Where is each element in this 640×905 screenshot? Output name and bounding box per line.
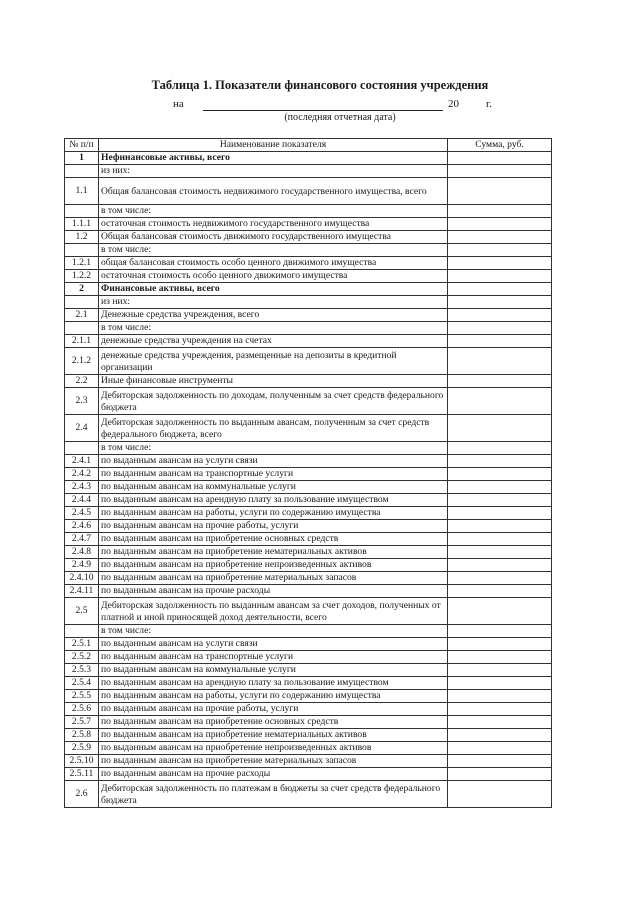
- row-indicator-name: в том числе:: [99, 244, 448, 257]
- row-number: 1: [65, 152, 99, 165]
- row-sum-cell: [448, 348, 552, 375]
- row-indicator-name: по выданным авансам на арендную плату за пользование имуществом: [99, 494, 448, 507]
- row-sum-cell: [448, 442, 552, 455]
- date-blank-line: [203, 110, 443, 111]
- row-indicator-name: по выданным авансам на арендную плату за пользование имуществом: [99, 677, 448, 690]
- table-row: [65, 481, 552, 494]
- table-row: [65, 664, 552, 677]
- row-indicator-name: в том числе:: [99, 205, 448, 218]
- row-number: [65, 625, 99, 638]
- table-title: Таблица 1. Показатели финансового состояния учреждения: [151, 78, 489, 92]
- table-row: [65, 768, 552, 781]
- row-sum-cell: [448, 781, 552, 808]
- row-number: 2.4: [65, 415, 99, 442]
- row-number: 1.1.1: [65, 218, 99, 231]
- row-number: [65, 322, 99, 335]
- header-sum: Сумма, руб.: [448, 139, 552, 152]
- row-number: 2.5.9: [65, 742, 99, 755]
- row-indicator-name: по выданным авансам на приобретение материальных запасов: [99, 755, 448, 768]
- table-row: [65, 598, 552, 625]
- row-number: 1.2: [65, 231, 99, 244]
- table-row: [65, 572, 552, 585]
- row-sum-cell: [448, 257, 552, 270]
- row-number: 2.5.8: [65, 729, 99, 742]
- table-row: [65, 178, 552, 205]
- table-row: [65, 322, 552, 335]
- table-row: [65, 375, 552, 388]
- table-row: [65, 335, 552, 348]
- table-row: [65, 703, 552, 716]
- row-sum-cell: [448, 283, 552, 296]
- row-sum-cell: [448, 768, 552, 781]
- row-sum-cell: [448, 664, 552, 677]
- date-prefix: на: [173, 98, 184, 110]
- row-sum-cell: [448, 677, 552, 690]
- row-sum-cell: [448, 231, 552, 244]
- row-indicator-name: по выданным авансам на работы, услуги по содержанию имущества: [99, 507, 448, 520]
- row-indicator-name: по выданным авансам на транспортные услуги: [99, 468, 448, 481]
- row-indicator-name: по выданным авансам на приобретение основных средств: [99, 533, 448, 546]
- table-row: [65, 468, 552, 481]
- row-sum-cell: [448, 335, 552, 348]
- row-sum-cell: [448, 585, 552, 598]
- row-indicator-name: по выданным авансам на коммунальные услуги: [99, 664, 448, 677]
- table-row: [65, 231, 552, 244]
- row-number: 2.5.4: [65, 677, 99, 690]
- table-row: [65, 533, 552, 546]
- table-row: [65, 638, 552, 651]
- row-indicator-name: Финансовые активы, всего: [99, 283, 448, 296]
- row-indicator-name: по выданным авансам на приобретение материальных запасов: [99, 572, 448, 585]
- row-number: 2.4.5: [65, 507, 99, 520]
- table-row: [65, 152, 552, 165]
- row-sum-cell: [448, 152, 552, 165]
- row-sum-cell: [448, 651, 552, 664]
- row-sum-cell: [448, 755, 552, 768]
- table-row: [65, 520, 552, 533]
- row-number: 2.1: [65, 309, 99, 322]
- row-number: [65, 205, 99, 218]
- row-sum-cell: [448, 270, 552, 283]
- row-number: 2.4.3: [65, 481, 99, 494]
- table-row: [65, 716, 552, 729]
- table-row: [65, 270, 552, 283]
- year-suffix: г.: [486, 98, 493, 110]
- table-row: [65, 165, 552, 178]
- row-sum-cell: [448, 729, 552, 742]
- header-name: Наименование показателя: [99, 139, 448, 152]
- row-number: [65, 442, 99, 455]
- row-sum-cell: [448, 455, 552, 468]
- row-indicator-name: по выданным авансам на приобретение непроизведенных активов: [99, 742, 448, 755]
- row-indicator-name: по выданным авансам на прочие расходы: [99, 585, 448, 598]
- row-indicator-name: по выданным авансам на прочие работы, услуги: [99, 520, 448, 533]
- row-sum-cell: [448, 165, 552, 178]
- row-indicator-name: общая балансовая стоимость особо ценного движимого имущества: [99, 257, 448, 270]
- row-number: [65, 244, 99, 257]
- row-sum-cell: [448, 218, 552, 231]
- row-number: 2.1.1: [65, 335, 99, 348]
- row-number: 2.5.11: [65, 768, 99, 781]
- row-number: 2.2: [65, 375, 99, 388]
- table-row: [65, 309, 552, 322]
- row-indicator-name: по выданным авансам на прочие работы, услуги: [99, 703, 448, 716]
- row-indicator-name: остаточная стоимость особо ценного движимого имущества: [99, 270, 448, 283]
- table-row: [65, 507, 552, 520]
- row-number: 2.4.7: [65, 533, 99, 546]
- year-prefix: 20: [448, 98, 459, 110]
- row-number: 1.2.1: [65, 257, 99, 270]
- row-sum-cell: [448, 388, 552, 415]
- row-number: 2.1.2: [65, 348, 99, 375]
- row-sum-cell: [448, 546, 552, 559]
- row-sum-cell: [448, 742, 552, 755]
- row-sum-cell: [448, 533, 552, 546]
- row-number: 2.4.1: [65, 455, 99, 468]
- row-number: 1.1: [65, 178, 99, 205]
- row-number: 2.6: [65, 781, 99, 808]
- row-sum-cell: [448, 375, 552, 388]
- row-sum-cell: [448, 559, 552, 572]
- table-row: [65, 218, 552, 231]
- row-number: 2.5.2: [65, 651, 99, 664]
- table-row: [65, 559, 552, 572]
- row-indicator-name: Общая балансовая стоимость недвижимого государственного имущества, всего: [99, 178, 448, 205]
- table-row: [65, 651, 552, 664]
- row-indicator-name: Дебиторская задолженность по платежам в бюджеты за счет средств федерального бюджета: [99, 781, 448, 808]
- table-row: [65, 296, 552, 309]
- row-number: 2.4.8: [65, 546, 99, 559]
- row-sum-cell: [448, 178, 552, 205]
- row-number: 2.4.6: [65, 520, 99, 533]
- table-row: [65, 348, 552, 375]
- row-sum-cell: [448, 481, 552, 494]
- table-row: [65, 781, 552, 808]
- row-indicator-name: по выданным авансам на услуги связи: [99, 638, 448, 651]
- table-row: [65, 455, 552, 468]
- row-number: [65, 165, 99, 178]
- row-number: 2.5.5: [65, 690, 99, 703]
- row-number: 2.4.9: [65, 559, 99, 572]
- row-indicator-name: в том числе:: [99, 322, 448, 335]
- row-sum-cell: [448, 309, 552, 322]
- row-number: 1.2.2: [65, 270, 99, 283]
- row-number: [65, 296, 99, 309]
- table-row: [65, 625, 552, 638]
- table-row: [65, 585, 552, 598]
- table-row: [65, 244, 552, 257]
- table-row: [65, 257, 552, 270]
- table-row: [65, 690, 552, 703]
- row-indicator-name: в том числе:: [99, 625, 448, 638]
- table-row: [65, 494, 552, 507]
- row-number: 2.4.11: [65, 585, 99, 598]
- row-sum-cell: [448, 244, 552, 257]
- row-sum-cell: [448, 716, 552, 729]
- row-indicator-name: по выданным авансам на приобретение нематериальных активов: [99, 729, 448, 742]
- header-number: № п/п: [65, 139, 99, 152]
- table-row: [65, 742, 552, 755]
- row-indicator-name: по выданным авансам на приобретение нематериальных активов: [99, 546, 448, 559]
- row-number: 2.3: [65, 388, 99, 415]
- row-sum-cell: [448, 205, 552, 218]
- row-indicator-name: по выданным авансам на коммунальные услуги: [99, 481, 448, 494]
- table-row: [65, 205, 552, 218]
- row-indicator-name: денежные средства учреждения, размещенные на депозиты в кредитной организации: [99, 348, 448, 375]
- row-sum-cell: [448, 638, 552, 651]
- financial-indicators-table: [64, 138, 552, 808]
- row-number: 2.5.10: [65, 755, 99, 768]
- table-row: [65, 546, 552, 559]
- row-indicator-name: Иные финансовые инструменты: [99, 375, 448, 388]
- table-row: [65, 388, 552, 415]
- table-header-row: [65, 139, 552, 152]
- row-indicator-name: Денежные средства учреждения, всего: [99, 309, 448, 322]
- row-sum-cell: [448, 625, 552, 638]
- row-sum-cell: [448, 494, 552, 507]
- row-indicator-name: денежные средства учреждения на счетах: [99, 335, 448, 348]
- table-row: [65, 442, 552, 455]
- row-sum-cell: [448, 468, 552, 481]
- row-number: 2.5.3: [65, 664, 99, 677]
- row-indicator-name: по выданным авансам на услуги связи: [99, 455, 448, 468]
- row-indicator-name: в том числе:: [99, 442, 448, 455]
- row-number: 2.4.4: [65, 494, 99, 507]
- row-indicator-name: Дебиторская задолженность по выданным авансам, полученным за счет средств федерального бюджета, всего: [99, 415, 448, 442]
- row-indicator-name: Дебиторская задолженность по доходам, полученным за счет средств федерального бюджета: [99, 388, 448, 415]
- row-number: 2.5.6: [65, 703, 99, 716]
- row-sum-cell: [448, 415, 552, 442]
- row-indicator-name: Нефинансовые активы, всего: [99, 152, 448, 165]
- row-indicator-name: по выданным авансам на транспортные услуги: [99, 651, 448, 664]
- row-sum-cell: [448, 507, 552, 520]
- row-indicator-name: остаточная стоимость недвижимого государственного имущества: [99, 218, 448, 231]
- row-number: 2.5.1: [65, 638, 99, 651]
- table-row: [65, 283, 552, 296]
- row-indicator-name: по выданным авансам на работы, услуги по содержанию имущества: [99, 690, 448, 703]
- row-sum-cell: [448, 572, 552, 585]
- row-indicator-name: Дебиторская задолженность по выданным авансам за счет доходов, полученных от платной и иной приносящей доход деятельности, всего: [99, 598, 448, 625]
- row-number: 2.4.10: [65, 572, 99, 585]
- report-date-line: [0, 98, 640, 128]
- row-indicator-name: из них:: [99, 165, 448, 178]
- table-row: [65, 677, 552, 690]
- row-sum-cell: [448, 690, 552, 703]
- row-indicator-name: по выданным авансам на приобретение основных средств: [99, 716, 448, 729]
- row-sum-cell: [448, 598, 552, 625]
- row-number: 2.5.7: [65, 716, 99, 729]
- row-sum-cell: [448, 703, 552, 716]
- row-indicator-name: по выданным авансам на приобретение непроизведенных активов: [99, 559, 448, 572]
- row-number: 2.5: [65, 598, 99, 625]
- row-number: 2: [65, 283, 99, 296]
- row-sum-cell: [448, 322, 552, 335]
- row-indicator-name: по выданным авансам на прочие расходы: [99, 768, 448, 781]
- row-indicator-name: из них:: [99, 296, 448, 309]
- row-sum-cell: [448, 296, 552, 309]
- table-row: [65, 755, 552, 768]
- table-row: [65, 415, 552, 442]
- table-row: [65, 729, 552, 742]
- row-number: 2.4.2: [65, 468, 99, 481]
- date-caption: (последняя отчетная дата): [284, 112, 396, 123]
- row-sum-cell: [448, 520, 552, 533]
- row-indicator-name: Общая балансовая стоимость движимого государственного имущества: [99, 231, 448, 244]
